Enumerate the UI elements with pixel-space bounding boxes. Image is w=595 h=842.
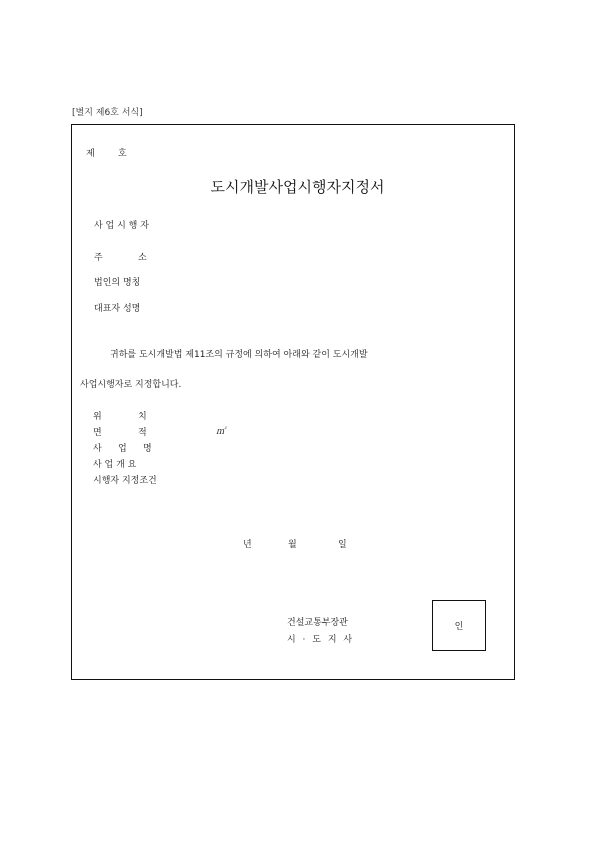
- body-line-1: 귀하를 도시개발법 제11조의 규정에 의하여 아래와 같이 도시개발: [110, 350, 368, 360]
- address-label-b: 소: [138, 253, 147, 263]
- issuer-line-2: 시 · 도 지 사: [287, 635, 355, 645]
- document-frame: [71, 124, 515, 680]
- location-label-a: 위: [93, 412, 102, 422]
- body-line-2: 사업시행자로 지정합니다.: [80, 380, 182, 390]
- rep-name-label: 대표자 성명: [94, 304, 141, 314]
- issuer-line-1: 건설교통부장관: [287, 618, 348, 628]
- document-title: 도시개발사업시행자지정서: [210, 178, 385, 196]
- date-month: 월: [288, 540, 297, 550]
- date-day: 일: [338, 540, 347, 550]
- conditions-label: 시행자 지정조건: [93, 476, 157, 486]
- project-label-a: 사: [93, 444, 102, 454]
- date-year: 년: [243, 540, 252, 550]
- summary-label: 사 업 개 요: [93, 460, 137, 470]
- corp-name-label: 법인의 명칭: [94, 278, 141, 288]
- location-label-b: 치: [138, 412, 147, 422]
- form-label: [별지 제6호 서식]: [72, 108, 143, 118]
- number-label-je: 제: [86, 149, 95, 159]
- applicant-heading: 사 업 시 행 자: [94, 221, 149, 231]
- project-label-b: 업: [118, 444, 127, 454]
- address-label-a: 주: [94, 253, 103, 263]
- seal-label: 인: [454, 622, 464, 632]
- project-label-c: 명: [143, 444, 152, 454]
- area-label-b: 적: [138, 428, 147, 438]
- area-label-a: 면: [93, 428, 102, 438]
- seal-box: [432, 600, 486, 651]
- number-label-ho: 호: [118, 149, 127, 159]
- area-unit: ㎡: [216, 427, 226, 437]
